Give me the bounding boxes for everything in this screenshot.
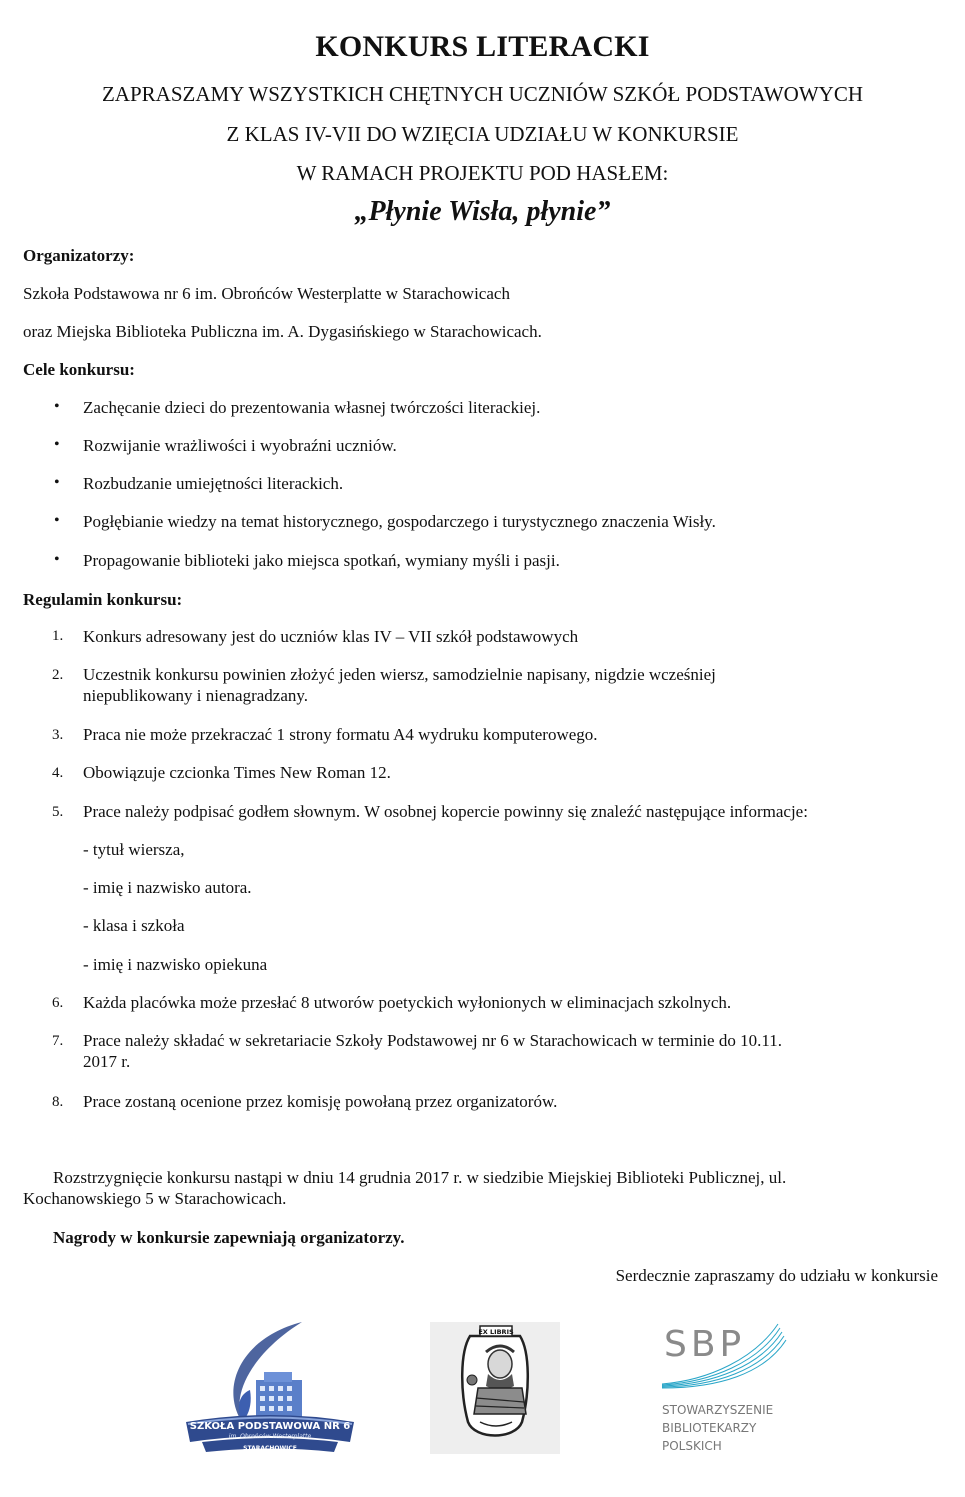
list-item: Rozwijanie wrażliwości i wyobraźni uczniów. (83, 436, 397, 455)
exlibris-label: EX LIBRIS (478, 1328, 514, 1336)
organizer-library: oraz Miejska Biblioteka Publiczna im. A. Dygasińskiego w Starachowicach. (23, 322, 542, 341)
school-logo-icon (180, 1318, 360, 1458)
envelope-item: - imię i nazwisko opiekuna (83, 955, 268, 974)
bullet-icon: • (54, 436, 60, 453)
envelope-item: - tytuł wiersza, (83, 840, 185, 859)
envelope-item: - klasa i szkoła (83, 916, 185, 935)
rule-number: 3. (52, 727, 64, 743)
school-logo-subtext: im. Obrońców Westerplatte (228, 1433, 312, 1440)
invitation-line-2: Z KLAS IV-VII DO WZIĘCIA UDZIAŁU W KONKURSIE (226, 122, 739, 146)
rule-number: 6. (52, 995, 64, 1011)
sbp-name-line-3: POLSKICH (662, 1439, 722, 1453)
bullet-icon: • (54, 474, 60, 491)
exlibris-logo-icon (430, 1322, 560, 1454)
rule-text: Prace należy podpisać godłem słownym. W osobnej kopercie powinny się znaleźć następujące informacje: (83, 802, 808, 821)
invitation-line-1: ZAPRASZAMY WSZYSTKICH CHĘTNYCH UCZNIÓW SZKÓŁ PODSTAWOWYCH (101, 82, 863, 106)
school-logo (180, 1318, 360, 1458)
rule-text: Praca nie może przekraczać 1 strony formatu A4 wydruku komputerowego. (83, 725, 598, 744)
list-item: Zachęcanie dzieci do prezentowania własnej twórczości literackiej. (83, 398, 541, 417)
list-item: Pogłębianie wiedzy na temat historycznego, gospodarczego i turystycznego znaczenia Wisły. (83, 512, 716, 531)
invitation-closing: Serdecznie zapraszamy do udziału w konkursie (615, 1266, 938, 1285)
goals-heading: Cele konkursu: (23, 360, 135, 379)
school-logo-text: SZKOŁA PODSTAWOWA NR 6 (189, 1421, 351, 1432)
bullet-icon: • (54, 398, 60, 415)
invitation-line-3: W RAMACH PROJEKTU POD HASŁEM: (296, 161, 669, 185)
envelope-item: - imię i nazwisko autora. (83, 878, 252, 897)
sbp-name-line-2: BIBLIOTEKARZY (662, 1421, 757, 1435)
bullet-icon: • (54, 512, 60, 529)
sbp-acronym: SBP (664, 1324, 746, 1365)
sbp-logo-icon (660, 1318, 790, 1458)
rule-text: Prace należy składać w sekretariacie Szkoły Podstawowej nr 6 w Starachowicach w terminie do 10.11. (83, 1031, 782, 1050)
rule-text: Konkurs adresowany jest do uczniów klas IV – VII szkół podstawowych (83, 627, 579, 646)
rule-text-continued: 2017 r. (83, 1052, 131, 1071)
result-announcement: Rozstrzygnięcie konkursu nastąpi w dniu 14 grudnia 2017 r. w siedzibie Miejskiej Biblioteki Publicznej, ul. (53, 1168, 787, 1187)
project-motto: „Płynie Wisła, płynie” (354, 196, 611, 227)
rule-text: Obowiązuje czcionka Times New Roman 12. (83, 763, 391, 782)
rule-text: Każda placówka może przesłać 8 utworów poetyckich wyłonionych w eliminacjach szkolnych. (83, 993, 732, 1012)
rule-number: 7. (52, 1033, 64, 1049)
rule-number: 8. (52, 1094, 64, 1110)
prizes-note: Nagrody w konkursie zapewniają organizatorzy. (53, 1228, 405, 1247)
rule-number: 5. (52, 804, 64, 820)
rule-number: 1. (52, 628, 64, 644)
school-logo-city: STARACHOWICE (243, 1445, 297, 1452)
list-item: Rozbudzanie umiejętności literackich. (83, 474, 344, 493)
bullet-icon: • (54, 551, 60, 568)
rules-heading: Regulamin konkursu: (23, 590, 183, 609)
organizers-heading: Organizatorzy: (23, 246, 135, 265)
exlibris-logo (430, 1322, 560, 1454)
page-title: KONKURS LITERACKI (315, 30, 650, 63)
rule-text: Uczestnik konkursu powinien złożyć jeden wiersz, samodzielnie napisany, nigdzie wcześniej (83, 665, 716, 684)
rule-number: 2. (52, 667, 64, 683)
organizer-school: Szkoła Podstawowa nr 6 im. Obrońców Westerplatte w Starachowicach (23, 284, 510, 303)
sbp-name-line-1: STOWARZYSZENIE (662, 1403, 774, 1417)
sbp-logo (660, 1318, 790, 1458)
list-item: Propagowanie biblioteki jako miejsca spotkań, wymiany myśli i pasji. (83, 551, 560, 570)
rule-text-continued: niepublikowany i nienagradzany. (83, 686, 309, 705)
rule-text: Prace zostaną ocenione przez komisję powołaną przez organizatorów. (83, 1092, 558, 1111)
result-announcement-continued: Kochanowskiego 5 w Starachowicach. (23, 1189, 287, 1208)
rule-number: 4. (52, 765, 64, 781)
